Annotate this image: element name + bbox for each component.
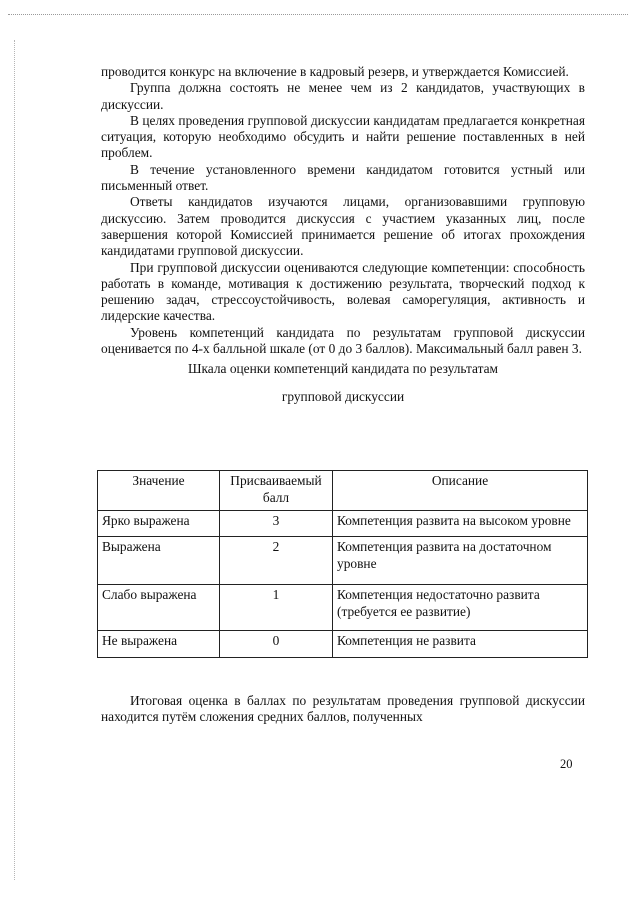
header-score: Присваиваемый балл	[220, 471, 333, 511]
document-body	[101, 64, 585, 405]
table-heading-line-2: групповой дискуссии	[281, 388, 405, 404]
header-description: Описание	[333, 471, 588, 511]
page-number: 20	[560, 757, 573, 771]
paragraph-final-score: Итоговая оценка в баллах по результатам проведения групповой дискуссии находится путём сложения средних баллов, полученных	[101, 693, 585, 725]
paragraph-answer: В течение установленного времени кандидатом готовится устный или письменный ответ.	[101, 161, 585, 194]
table-heading-line-1: Шкала оценки компетенций кандидата по результатам	[187, 361, 499, 377]
header-level: Значение	[98, 471, 220, 511]
table-row	[98, 631, 588, 658]
scan-border-left	[14, 40, 15, 880]
paragraph-situation: В целях проведения групповой дискуссии кандидатам предлагается конкретная ситуация, которую необходимо обсудить и найти решение поставленных в ней проблем.	[101, 112, 585, 161]
cell-level: Выражена	[98, 537, 220, 585]
competency-scale-table	[97, 470, 588, 658]
cell-level: Не выражена	[98, 631, 220, 658]
cell-score: 3	[220, 511, 333, 537]
cell-description: Компетенция развита на высоком уровне	[333, 511, 588, 537]
table-row	[98, 511, 588, 537]
paragraph-continuation: проводится конкурс на включение в кадровый резерв, и утверждается Комиссией.	[101, 64, 569, 79]
cell-score: 0	[220, 631, 333, 658]
cell-score: 1	[220, 585, 333, 631]
cell-level: Ярко выражена	[98, 511, 220, 537]
table-row	[98, 585, 588, 631]
cell-description: Компетенция недостаточно развита (требуется ее развитие)	[333, 585, 588, 631]
cell-description: Компетенция развита на достаточном уровне	[333, 537, 588, 585]
table-header-row	[98, 471, 588, 511]
paragraph-competencies: При групповой дискуссии оцениваются следующие компетенции: способность работать в команде, мотивация к достижению результата, творческий подход к решению задач, стрессоустойчивость, волевая саморегуляция, активность и лидерские качества.	[101, 259, 585, 324]
cell-level: Слабо выражена	[98, 585, 220, 631]
cell-score: 2	[220, 537, 333, 585]
table-row	[98, 537, 588, 585]
cell-description: Компетенция не развита	[333, 631, 588, 658]
paragraph-group-size: Группа должна состоять не менее чем из 2 кандидатов, участвующих в дискуссии.	[101, 80, 585, 112]
scan-border-top	[8, 14, 628, 15]
paragraph-scale: Уровень компетенций кандидата по результатам групповой дискуссии оценивается по 4-х балльной шкале (от 0 до 3 баллов). Максимальный балл равен 3.	[101, 324, 585, 357]
paragraph-discussion: Ответы кандидатов изучаются лицами, организовавшими групповую дискуссию. Затем проводится дискуссия с участием указанных лиц, после завершения которой Комиссией принимается решение об итогах прохождения кандидатами групповой дискуссии.	[101, 194, 585, 259]
